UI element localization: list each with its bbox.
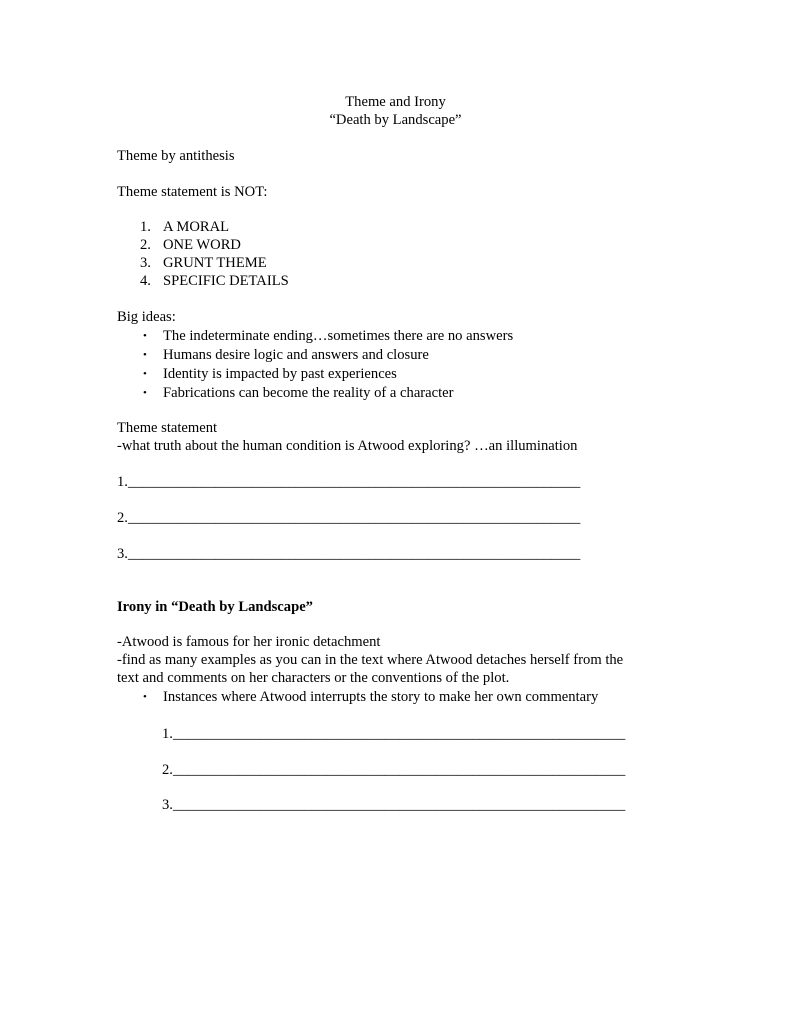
list-item-text: SPECIFIC DETAILS (163, 273, 289, 289)
bullet-icon: • (143, 387, 147, 399)
bullet-icon: • (143, 330, 147, 342)
bullet-item-text: The indeterminate ending…sometimes there are no answers (163, 328, 514, 344)
answer-blank-line[interactable]: 2.______________________________________________________________ (162, 762, 626, 778)
answer-blank-line[interactable]: 3.______________________________________________________________ (117, 546, 581, 562)
theme-statement-heading: Theme statement (117, 420, 218, 436)
big-ideas-heading: Big ideas: (117, 309, 176, 325)
list-item-number: 1. (140, 219, 151, 235)
irony-paragraph-line: text and comments on her characters or the conventions of the plot. (117, 670, 510, 686)
list-item-text: A MORAL (163, 219, 230, 235)
not-list-heading: Theme statement is NOT: (117, 184, 268, 200)
irony-heading: Irony in “Death by Landscape” (117, 599, 313, 615)
document-subtitle: “Death by Landscape” (329, 112, 462, 128)
theme-by-antithesis: Theme by antithesis (117, 148, 235, 164)
answer-blank-line[interactable]: 2.______________________________________________________________ (117, 510, 581, 526)
bullet-item-text: Identity is impacted by past experiences (163, 366, 397, 382)
bullet-icon: • (143, 349, 147, 361)
bullet-icon: • (143, 368, 147, 380)
list-item-number: 4. (140, 273, 151, 289)
list-item-number: 3. (140, 255, 151, 271)
theme-statement-question: -what truth about the human condition is Atwood exploring? …an illumination (117, 438, 578, 454)
list-item-text: GRUNT THEME (163, 255, 267, 271)
list-item-text: ONE WORD (163, 237, 241, 253)
list-item-number: 2. (140, 237, 151, 253)
bullet-item-text: Instances where Atwood interrupts the story to make her own commentary (163, 689, 599, 705)
irony-paragraph-line: -find as many examples as you can in the text where Atwood detaches herself from the (117, 652, 624, 668)
irony-paragraph-line: -Atwood is famous for her ironic detachment (117, 634, 381, 650)
answer-blank-line[interactable]: 1.______________________________________________________________ (117, 474, 581, 490)
bullet-item-text: Fabrications can become the reality of a character (163, 385, 454, 401)
bullet-item-text: Humans desire logic and answers and closure (163, 347, 429, 363)
bullet-icon: • (143, 691, 147, 703)
answer-blank-line[interactable]: 1.______________________________________________________________ (162, 726, 626, 742)
document-title: Theme and Irony (345, 94, 446, 110)
answer-blank-line[interactable]: 3.______________________________________________________________ (162, 797, 626, 813)
